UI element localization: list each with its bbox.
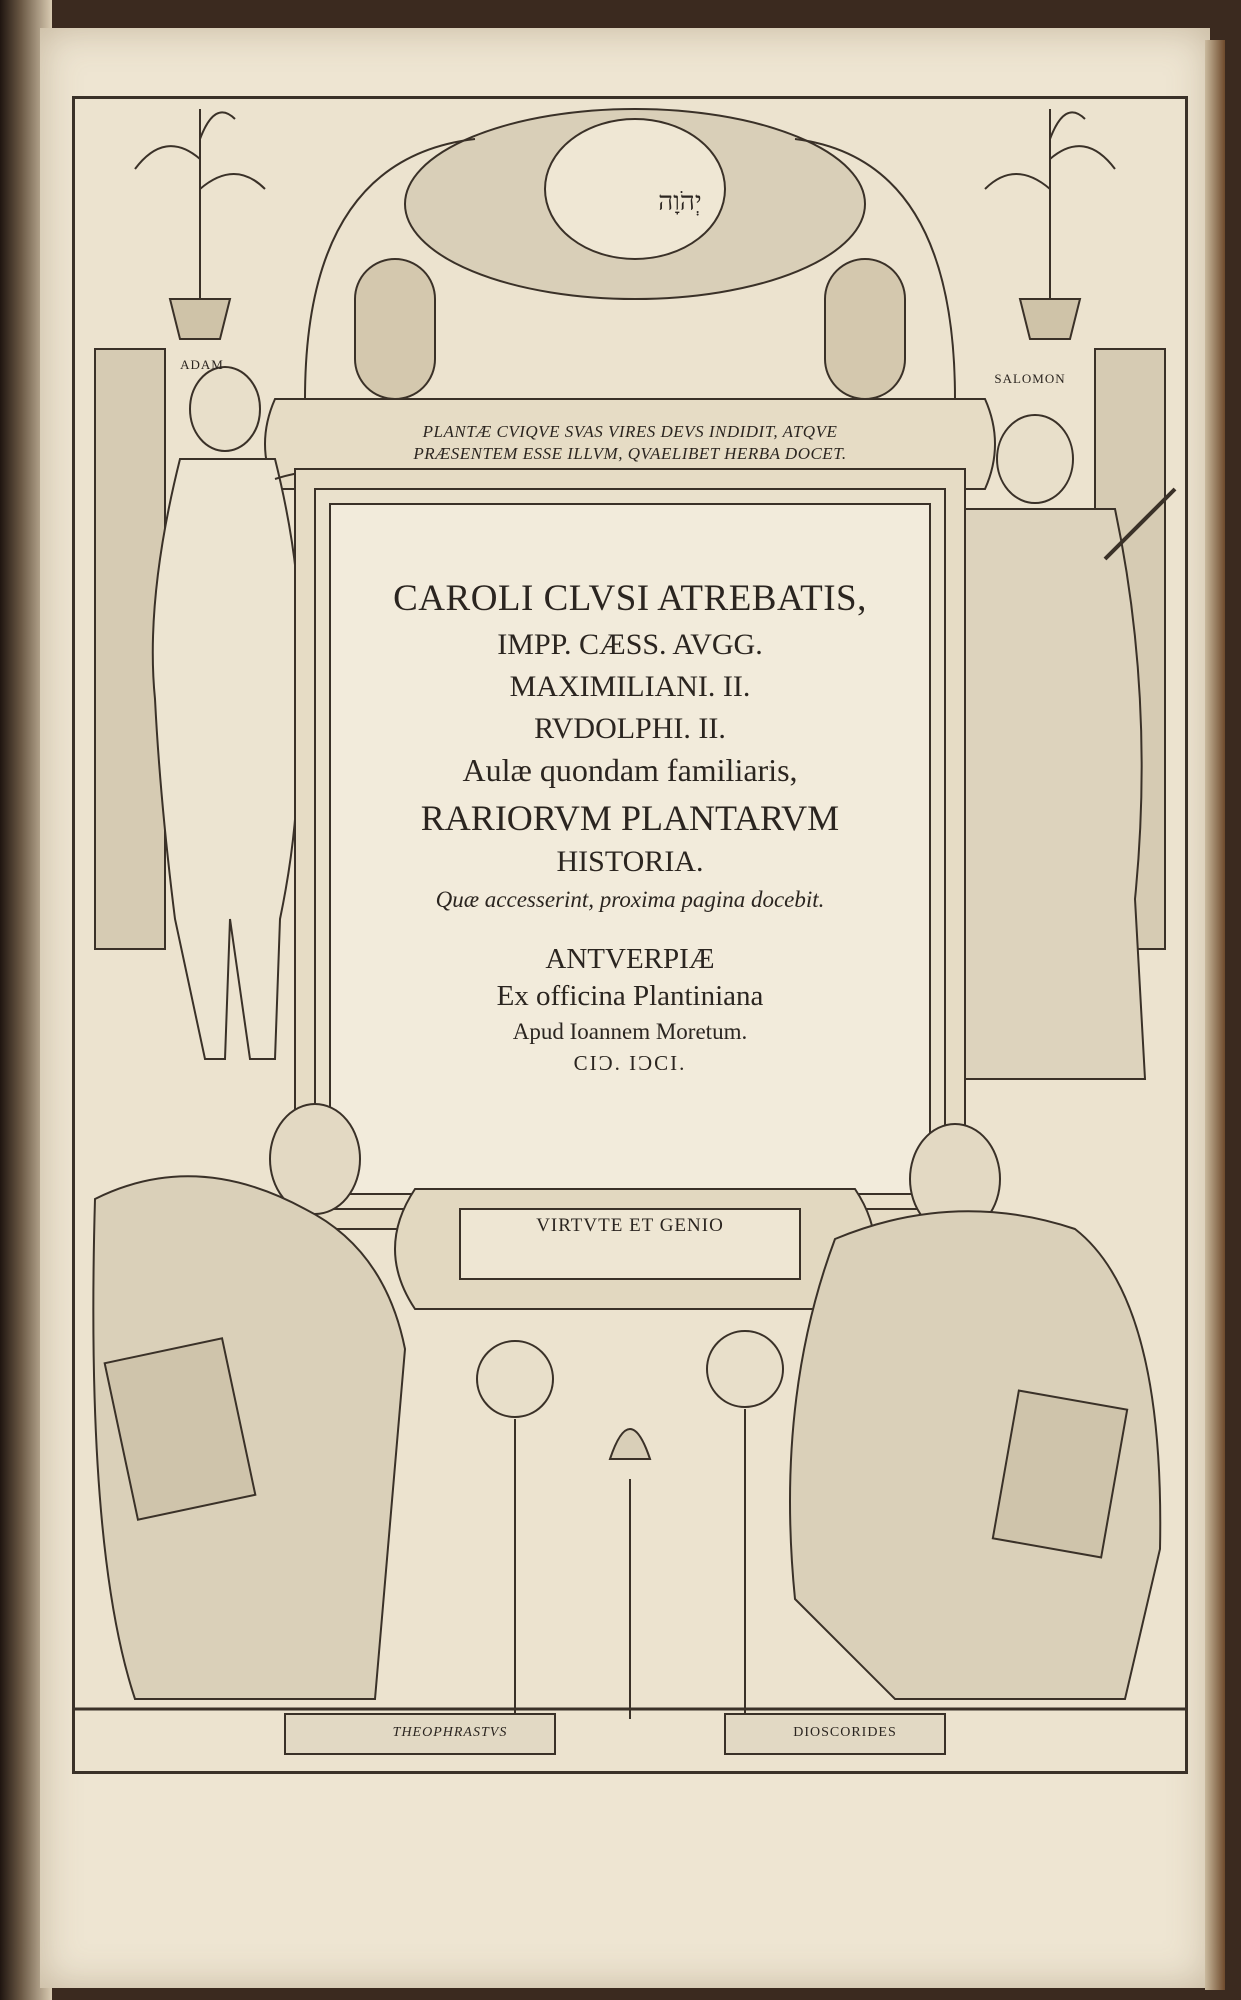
title-line-3: MAXIMILIANI. II.	[509, 670, 751, 703]
salomon-label: SALOMON	[994, 371, 1066, 386]
left-vase	[170, 299, 230, 339]
title-line-2: IMPP. CÆSS. AVGG.	[497, 628, 763, 661]
right-niche	[825, 259, 905, 399]
title-line-4: RVDOLPHI. II.	[534, 712, 726, 745]
right-vase	[1020, 299, 1080, 339]
left-flowers	[135, 109, 265, 299]
cartouche-motto: VIRTVTE ET GENIO	[536, 1215, 724, 1236]
title-line-historia: HISTORIA.	[556, 845, 704, 878]
tulip-icon	[610, 1429, 650, 1459]
title-line-5: Aulæ quondam familiaris,	[462, 752, 798, 788]
adam-body	[153, 459, 300, 1059]
theophrastus-label: THEOPHRASTVS	[392, 1725, 508, 1740]
page-edge-right	[1205, 40, 1225, 1990]
adam-label: ADAM	[180, 357, 224, 372]
imprint-year: CIƆ. IƆCI.	[573, 1051, 687, 1075]
solomon-robe	[935, 509, 1145, 1079]
hebrew-name-label: יְהֹוָה	[658, 187, 702, 216]
title-line-main: RARIORVM PLANTARVM	[420, 798, 840, 838]
left-niche	[355, 259, 435, 399]
imprint-printer: Apud Ioannem Moretum.	[512, 1019, 748, 1044]
title-text-block	[375, 539, 885, 1169]
aster-right-icon	[707, 1331, 783, 1407]
aster-left-icon	[477, 1341, 553, 1417]
imprint-place: ANTVERPIÆ	[545, 943, 715, 975]
dioscorides-label: DIOSCORIDES	[793, 1725, 897, 1740]
title-line-note: Quæ accesserint, proxima pagina docebit.	[435, 887, 825, 912]
adam-head	[190, 367, 260, 451]
title-line-author: CAROLI CLVSI ATREBATIS,	[393, 578, 867, 619]
top-motto-line-2: PRÆSENTEM ESSE ILLVM, QVAELIBET HERBA DOCET.	[413, 444, 847, 463]
right-flowers	[985, 109, 1115, 299]
top-motto-line-1: PLANTÆ CVIQVE SVAS VIRES DEVS INDIDIT, ATQVE	[422, 422, 838, 441]
engraved-frontispiece	[72, 96, 1188, 1774]
top-motto	[305, 421, 955, 465]
imprint-office: Ex officina Plantiniana	[496, 980, 764, 1012]
solomon-head	[997, 415, 1073, 503]
